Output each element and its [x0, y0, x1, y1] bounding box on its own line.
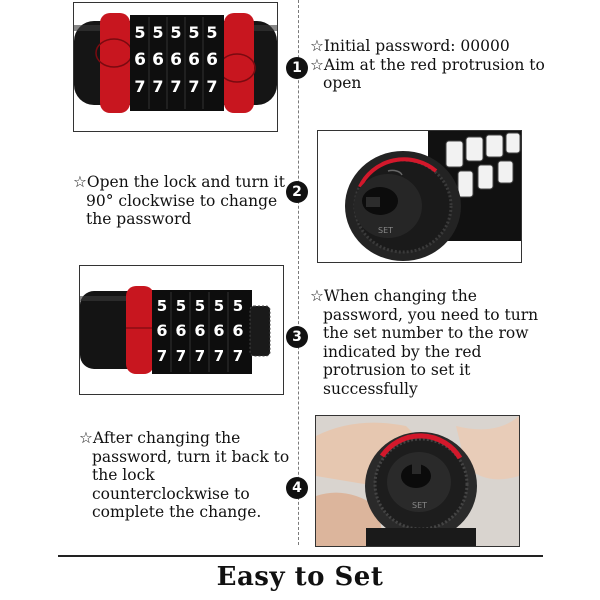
step-text-line: protrusion to set it: [323, 361, 471, 379]
step-text-line: the lock: [92, 466, 155, 484]
dial-digit: 7: [213, 347, 225, 365]
dial-digit: 5: [206, 23, 218, 42]
dial-digit: 7: [206, 77, 218, 96]
lock-photo-step-4: [315, 415, 520, 547]
dial-digit: 5: [188, 23, 200, 42]
step-text-line: ☆Initial password: 00000: [310, 37, 510, 55]
dial-digit: 7: [232, 347, 244, 365]
step-text-line: successfully: [323, 379, 418, 398]
dial-digit: 7: [170, 77, 182, 96]
dial-digit: 7: [194, 347, 206, 365]
svg-text:SET: SET: [412, 501, 428, 510]
step-text-line: counterclockwise to: [92, 484, 250, 503]
step-number-badge: 1: [286, 57, 308, 79]
dial-digit: 7: [175, 347, 187, 365]
dial-digit: 7: [188, 77, 200, 96]
step-text-line: 90° clockwise to change: [86, 191, 278, 210]
step-number-badge: 4: [286, 477, 308, 499]
footer-title: Easy to Set: [216, 562, 384, 592]
step-number-badge: 2: [286, 181, 308, 203]
dial-digit: 7: [156, 347, 168, 365]
step-text-line: ☆When changing the: [310, 287, 477, 305]
svg-text:SET: SET: [378, 226, 394, 235]
dial-digit: 6: [134, 50, 146, 70]
step-4-text: [79, 429, 289, 522]
step-text-line: open: [323, 74, 362, 92]
dial-digit: 5: [156, 297, 168, 315]
dial-digit: 6: [188, 50, 200, 70]
dial-digit: 7: [134, 77, 146, 96]
step-text-line: ☆After changing the: [79, 429, 241, 447]
step-text-line: complete the change.: [92, 503, 262, 521]
step-2-text: [73, 173, 285, 229]
step-1-text: [310, 37, 545, 93]
lock-photo-step-2: [317, 130, 522, 263]
dial-digit: 5: [152, 23, 164, 42]
step-text-line: password, turn it back to: [92, 447, 290, 466]
dial-digit: 6: [232, 321, 244, 340]
dial-digit: 5: [213, 297, 225, 315]
step-text-line: indicated by the red: [323, 342, 482, 361]
step-text-line: the set number to the row: [323, 324, 529, 342]
dial-digit: 5: [170, 23, 182, 42]
step-text-line: the password: [86, 210, 192, 228]
dial-digit: 6: [213, 321, 225, 340]
step-text-line: ☆Open the lock and turn it: [73, 173, 285, 191]
dial-digit: 5: [134, 23, 146, 42]
step-3-text: [310, 287, 538, 398]
lock-photo-step-3: [79, 265, 284, 395]
step-text-line: password, you need to turn: [323, 305, 539, 324]
dial-digit: 7: [152, 77, 164, 96]
vertical-dashed-divider: [298, 0, 299, 545]
step-number-badge: 3: [286, 326, 308, 348]
dial-digit: 6: [206, 50, 218, 70]
step-text-line: ☆Aim at the red protrusion to: [310, 55, 545, 74]
dial-digit: 6: [194, 321, 206, 340]
dial-digit: 5: [232, 297, 244, 315]
footer-divider: [58, 555, 543, 557]
dial-digit: 6: [152, 50, 164, 70]
dial-digit: 6: [170, 50, 182, 70]
dial-digit: 5: [175, 297, 187, 315]
dial-digit: 6: [175, 321, 187, 340]
dial-digit: 6: [156, 321, 168, 340]
dial-digit: 5: [194, 297, 206, 315]
lock-photo-step-1: [73, 2, 278, 132]
